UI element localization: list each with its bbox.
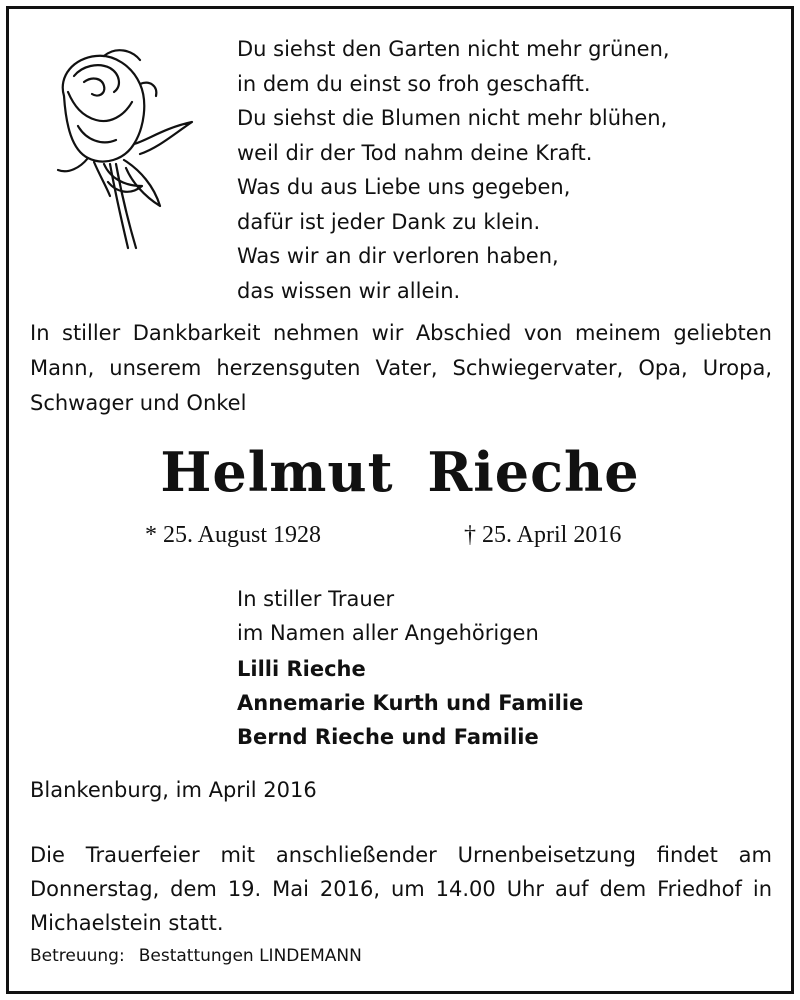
place-date: Blankenburg, im April 2016	[30, 778, 317, 802]
poem-line: Du siehst die Blumen nicht mehr blühen,	[237, 106, 668, 130]
service-info: Die Trauerfeier mit anschließender Urnenbeisetzung findet am Donnerstag, dem 19. Mai 2016, um 14.00 Uhr auf dem Friedhof in Michaelstein statt.	[30, 843, 772, 935]
deceased-name: Helmut Rieche	[160, 440, 640, 504]
intro-text: In stiller Dankbarkeit nehmen wir Abschied von meinem geliebten Mann, unserem herzensguten Vater, Schwiegervater, Opa, Uropa, Schwager und Onkel	[30, 321, 772, 415]
poem-line: das wissen wir allein.	[237, 278, 461, 303]
mourning-note	[237, 582, 539, 650]
family-member: Bernd Rieche und Familie	[237, 725, 539, 749]
family-member: Lilli Rieche	[237, 657, 366, 681]
poem	[237, 32, 670, 308]
poem-line: Was wir an dir verloren haben,	[237, 244, 559, 268]
death-date: † 25. April 2016	[464, 522, 622, 548]
care-label: Betreuung:	[30, 946, 125, 966]
poem-line: Du siehst den Garten nicht mehr grünen,	[237, 37, 670, 61]
poem-line: weil dir der Tod nahm deine Kraft.	[237, 140, 593, 165]
poem-line: dafür ist jeder Dank zu klein.	[237, 209, 541, 234]
rose-icon	[44, 36, 204, 256]
birth-date: * 25. August 1928	[145, 522, 322, 548]
family-member: Annemarie Kurth und Familie	[237, 691, 584, 715]
poem-line: in dem du einst so froh geschafft.	[237, 71, 591, 96]
mourning-line: im Namen aller Angehörigen	[237, 621, 539, 645]
funeral-care	[30, 946, 362, 966]
family-list	[237, 652, 583, 754]
care-value: Bestattungen LINDEMANN	[138, 946, 362, 966]
mourning-line: In stiller Trauer	[237, 587, 395, 611]
poem-line: Was du aus Liebe uns gegeben,	[237, 175, 571, 199]
